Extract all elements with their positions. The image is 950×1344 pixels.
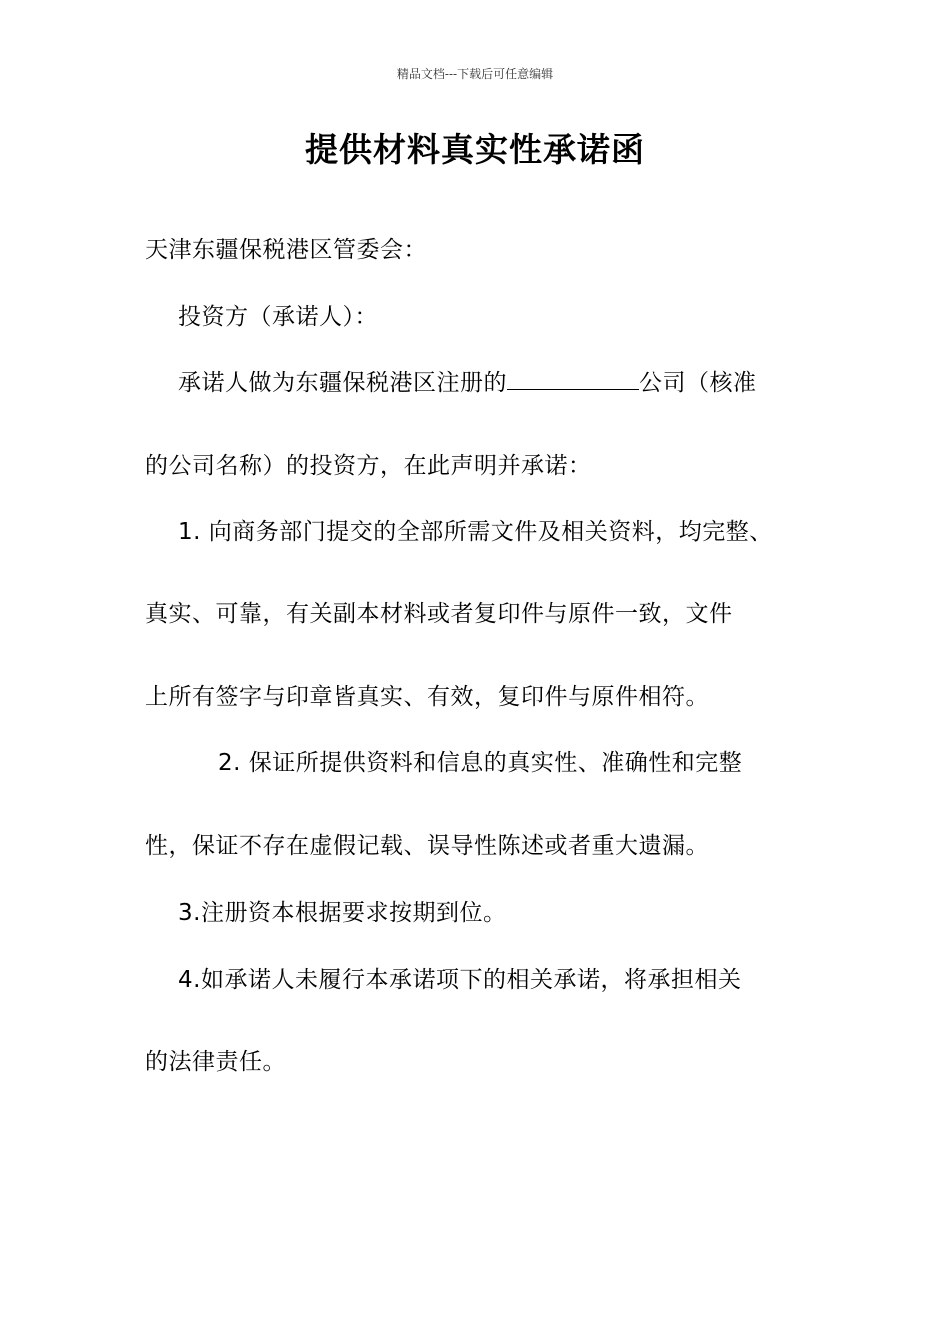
item-4-line-1: 4.如承诺人未履行本承诺项下的相关承诺，将承担相关 [178, 967, 742, 993]
item-1-line-3: 上所有签字与印章皆真实、有效，复印件与原件相符。 [145, 684, 709, 710]
addressee-line: 天津东疆保税港区管委会： [145, 237, 427, 263]
item-4-line-2: 的法律责任。 [145, 1049, 286, 1075]
intro-text-after-blank: 公司（核准 [639, 370, 757, 396]
item-2-line-2: 性，保证不存在虚假记载、误导性陈述或者重大遗漏。 [145, 833, 709, 859]
intro-text-before-blank: 承诺人做为东疆保税港区注册的 [178, 370, 507, 396]
intro-line-2: 的公司名称）的投资方，在此声明并承诺： [145, 453, 592, 479]
item-3-line-1: 3.注册资本根据要求按期到位。 [178, 900, 507, 926]
page-header-note: 精品文档---下载后可任意编辑 [396, 67, 554, 81]
investor-label: 投资方（承诺人）： [178, 304, 378, 330]
intro-line-1 [178, 367, 757, 398]
item-2-line-1: 2. 保证所提供资料和信息的真实性、准确性和完整 [218, 750, 743, 776]
document-title: 提供材料真实性承诺函 [305, 130, 645, 169]
company-name-blank[interactable] [507, 367, 639, 390]
item-1-line-1: 1. 向商务部门提交的全部所需文件及相关资料，均完整、 [178, 519, 773, 545]
item-1-line-2: 真实、可靠，有关副本材料或者复印件与原件一致，文件 [145, 601, 733, 627]
